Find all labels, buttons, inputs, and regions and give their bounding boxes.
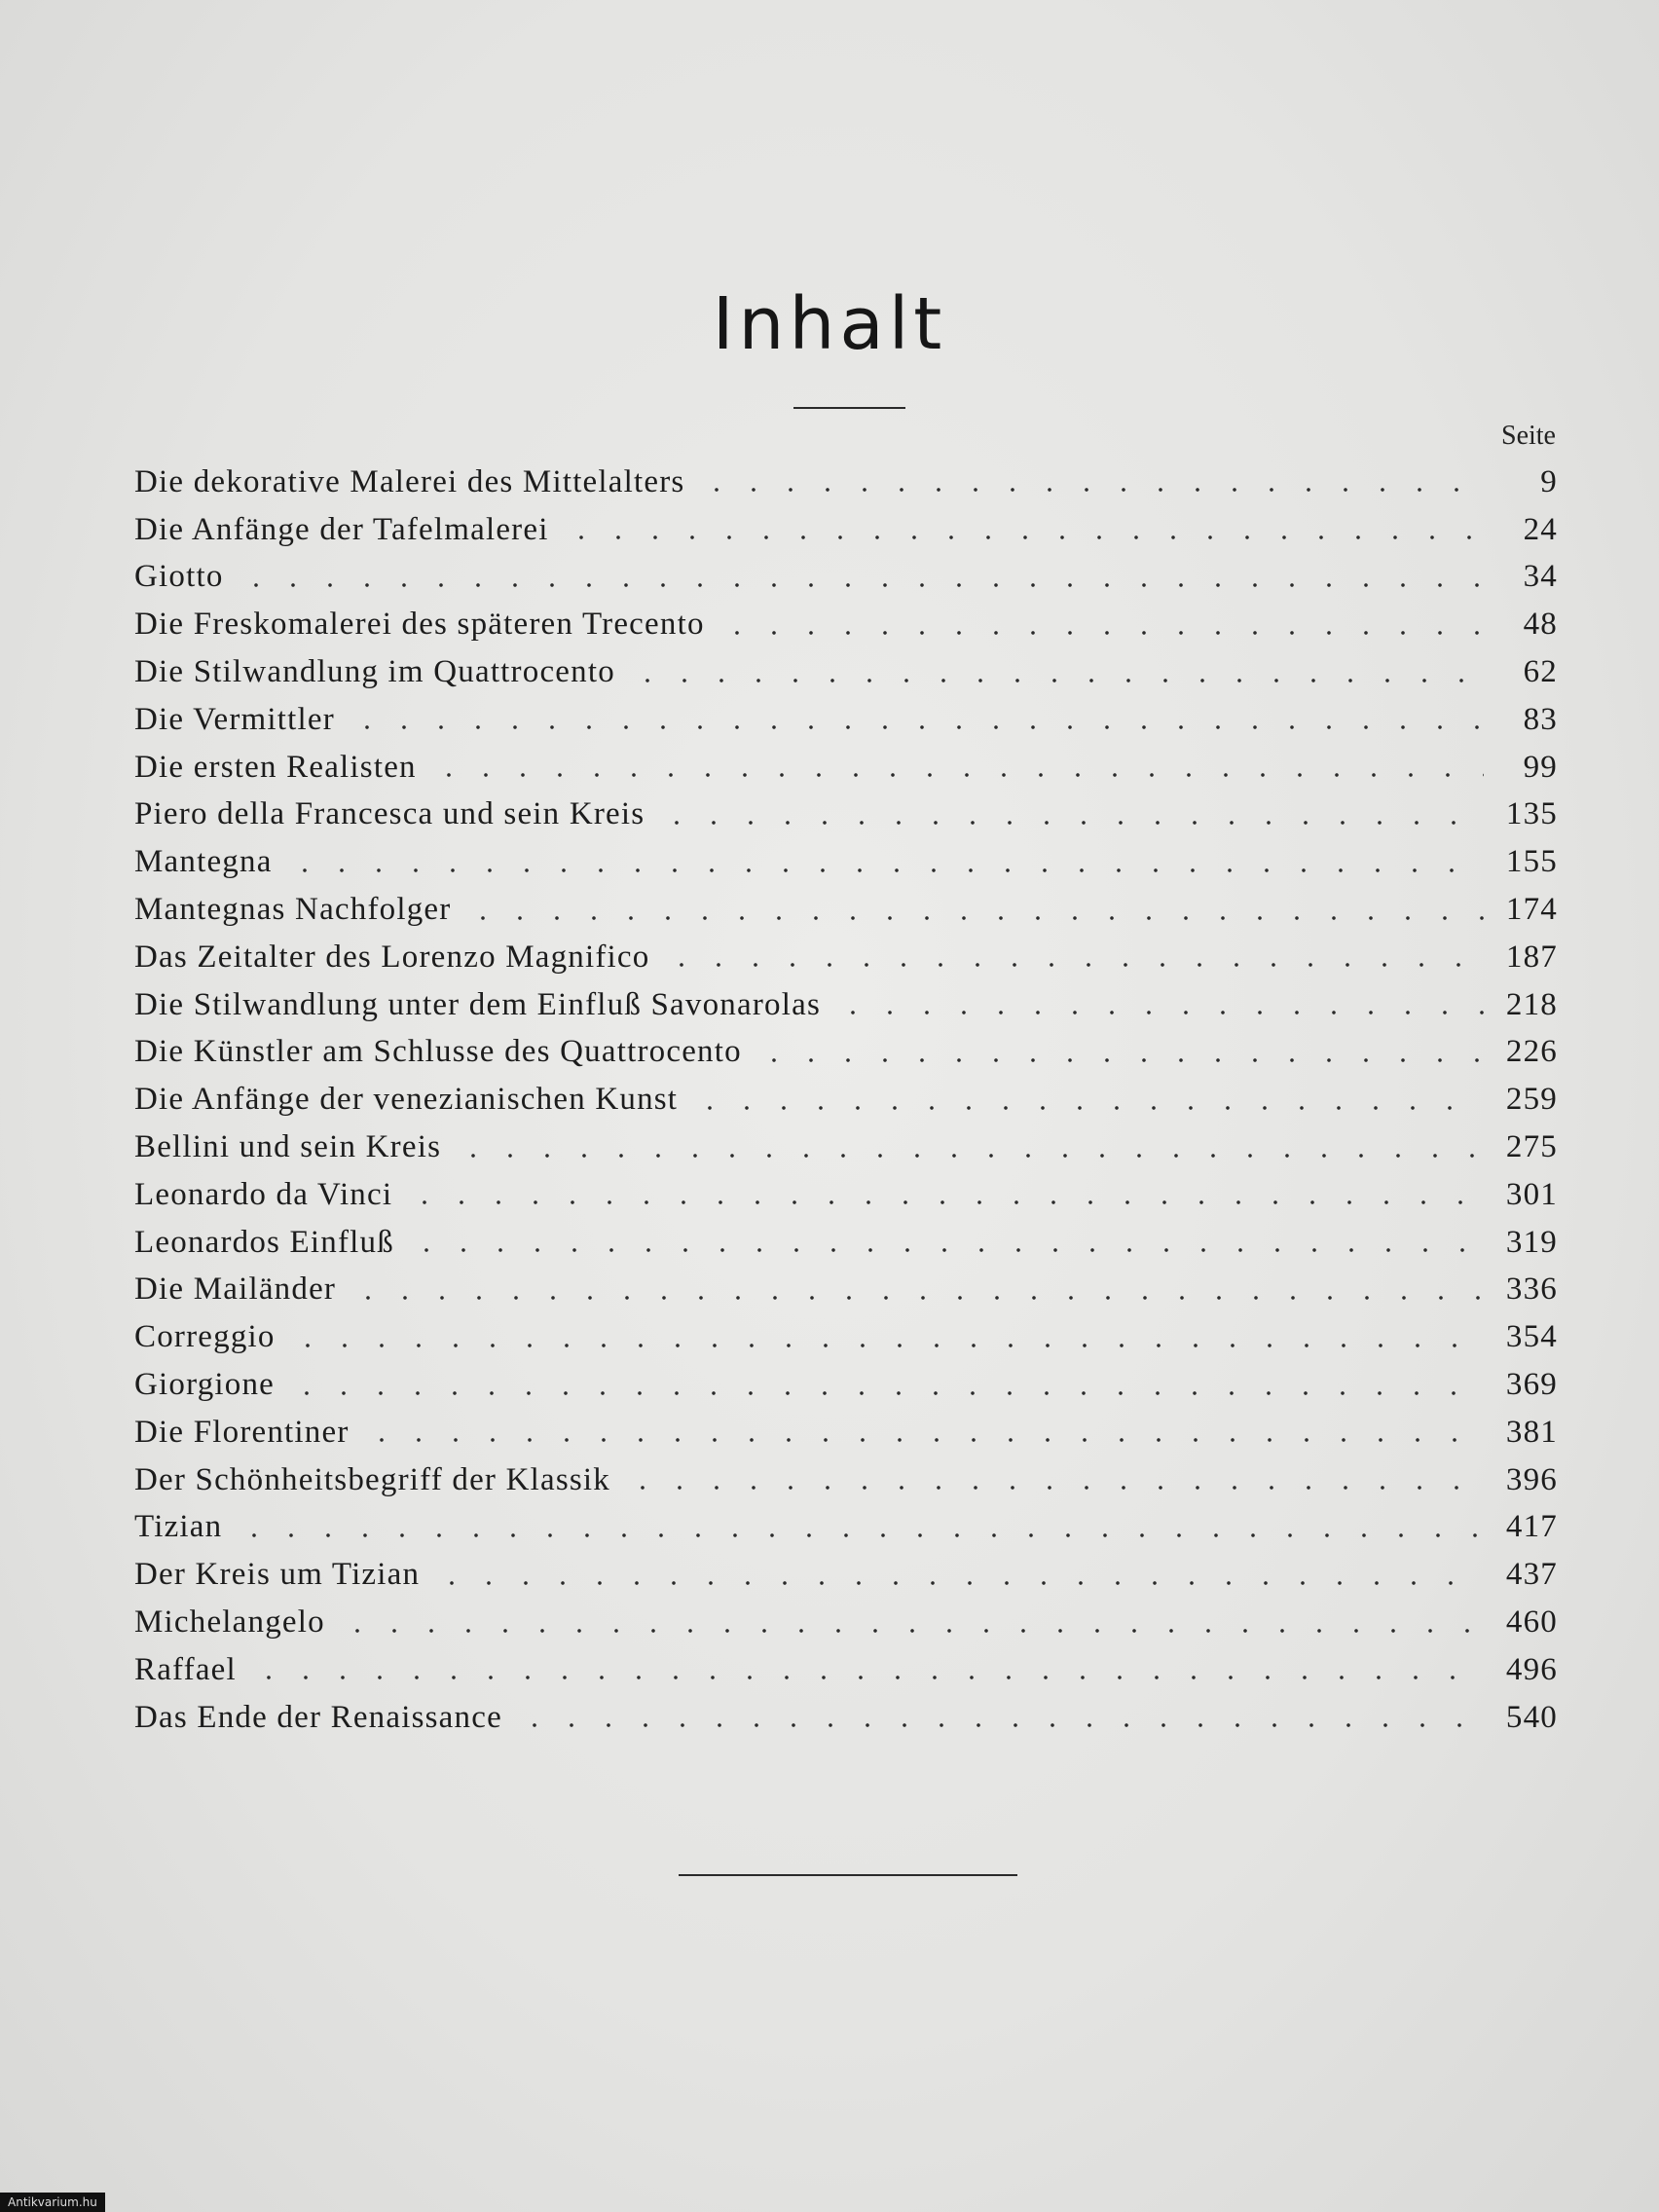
page-column-header: Seite: [1501, 421, 1556, 451]
toc-entry-title: Die Freskomalerei des späteren Trecento: [134, 607, 705, 643]
toc-entry: [134, 934, 1558, 981]
toc-entry: [134, 1361, 1558, 1409]
toc-entry-page: 187: [1505, 939, 1558, 975]
toc-entry-page: 9: [1540, 463, 1558, 499]
dot-leader: [406, 1171, 1484, 1218]
dot-leader: [834, 981, 1484, 1028]
toc-entry: [134, 1076, 1558, 1124]
toc-entry-page: 319: [1505, 1224, 1558, 1260]
toc-entry: [134, 1029, 1558, 1077]
toc-entry: [134, 1313, 1558, 1361]
toc-entry: [134, 792, 1558, 839]
toc-entry: [134, 459, 1558, 506]
toc-entry: [134, 1599, 1558, 1646]
dot-leader: [408, 1219, 1484, 1266]
toc-entry-page: 396: [1505, 1461, 1558, 1497]
toc-entry: [134, 1124, 1558, 1171]
toc-entry-page: 259: [1505, 1082, 1558, 1118]
toc-entry: [134, 1456, 1558, 1504]
toc-entry-title: Correggio: [134, 1319, 276, 1355]
dot-leader: [455, 1124, 1484, 1171]
toc-entry-page: 24: [1523, 511, 1558, 547]
toc-entry: [134, 744, 1558, 792]
dot-leader: [719, 602, 1484, 648]
toc-entry-title: Das Zeitalter des Lorenzo Magnifico: [134, 939, 650, 975]
toc-entry-page: 62: [1523, 654, 1558, 690]
toc-entry-title: Giotto: [134, 559, 224, 595]
toc-entry-page: 460: [1505, 1604, 1558, 1641]
toc-entry-title: Raffael: [134, 1651, 237, 1687]
toc-entry-title: Das Ende der Renaissance: [134, 1699, 502, 1735]
title-divider: [793, 407, 905, 409]
toc-entry: [134, 1409, 1558, 1456]
dot-leader: [663, 934, 1484, 980]
toc-entry-page: 354: [1505, 1319, 1558, 1355]
dot-leader: [363, 1409, 1484, 1456]
toc-entry-title: Die Künstler am Schlusse des Quattrocento: [134, 1034, 742, 1070]
dot-leader: [236, 1504, 1484, 1551]
toc-entry: [134, 601, 1558, 648]
dot-leader: [339, 1600, 1484, 1646]
toc-entry-page: 83: [1523, 701, 1558, 737]
toc-entry-page: 226: [1505, 1034, 1558, 1070]
toc-entry-page: 540: [1505, 1699, 1558, 1735]
table-of-contents: [134, 459, 1558, 1742]
toc-entry: [134, 506, 1558, 554]
toc-entry-title: Die ersten Realisten: [134, 749, 417, 785]
dot-leader: [658, 792, 1484, 838]
dot-leader: [433, 1552, 1484, 1599]
dot-leader: [698, 459, 1484, 505]
toc-entry-title: Piero della Francesca und sein Kreis: [134, 796, 645, 832]
toc-entry: [134, 1171, 1558, 1219]
dot-leader: [289, 1314, 1484, 1361]
toc-entry-page: 48: [1523, 607, 1558, 643]
dot-leader: [464, 887, 1484, 934]
dot-leader: [756, 1029, 1484, 1076]
toc-entry-title: Die Anfänge der venezianischen Kunst: [134, 1082, 679, 1118]
toc-entry: [134, 1267, 1558, 1314]
toc-entry-page: 369: [1505, 1367, 1558, 1403]
toc-entry: [134, 554, 1558, 602]
toc-entry: [134, 1504, 1558, 1552]
toc-entry-title: Bellini und sein Kreis: [134, 1129, 442, 1165]
toc-entry-page: 135: [1505, 796, 1558, 832]
dot-leader: [516, 1694, 1484, 1741]
dot-leader: [349, 696, 1484, 743]
toc-entry-title: Michelangelo: [134, 1604, 325, 1641]
dot-leader: [563, 506, 1484, 553]
toc-entry-title: Mantegna: [134, 844, 273, 880]
dot-leader: [238, 554, 1484, 601]
toc-entry-title: Tizian: [134, 1509, 223, 1545]
toc-entry-page: 155: [1505, 844, 1558, 880]
toc-entry-title: Leonardos Einfluß: [134, 1224, 394, 1260]
dot-leader: [691, 1077, 1484, 1124]
toc-entry-title: Die dekorative Malerei des Mittelalters: [134, 463, 685, 499]
dot-leader: [624, 1456, 1484, 1503]
toc-entry-page: 275: [1505, 1129, 1558, 1165]
toc-entry: [134, 696, 1558, 744]
toc-entry-page: 301: [1505, 1176, 1558, 1212]
dot-leader: [430, 744, 1484, 791]
dot-leader: [350, 1267, 1484, 1313]
toc-entry: [134, 1219, 1558, 1267]
toc-entry-page: 336: [1505, 1272, 1558, 1308]
toc-entry-title: Die Florentiner: [134, 1414, 350, 1450]
toc-entry-page: 218: [1505, 986, 1558, 1022]
toc-entry: [134, 1646, 1558, 1694]
dot-leader: [286, 839, 1484, 886]
toc-entry-title: Leonardo da Vinci: [134, 1176, 393, 1212]
toc-entry-page: 417: [1505, 1509, 1558, 1545]
watermark: Antikvarium.hu: [0, 2193, 105, 2212]
toc-entry-title: Die Stilwandlung im Quattrocento: [134, 654, 615, 690]
toc-entry-title: Der Schönheitsbegriff der Klassik: [134, 1461, 610, 1497]
dot-leader: [288, 1362, 1484, 1409]
toc-entry: [134, 838, 1558, 886]
toc-entry-page: 437: [1505, 1557, 1558, 1593]
toc-entry: [134, 886, 1558, 934]
toc-entry-title: Die Stilwandlung unter dem Einfluß Savonarolas: [134, 986, 822, 1022]
bottom-divider: [679, 1874, 1017, 1876]
toc-entry: [134, 648, 1558, 696]
toc-entry-page: 99: [1523, 749, 1558, 785]
toc-entry-title: Die Mailänder: [134, 1272, 337, 1308]
toc-entry-page: 496: [1505, 1651, 1558, 1687]
page-title: Inhalt: [712, 282, 947, 366]
toc-entry: [134, 1694, 1558, 1742]
toc-entry-title: Der Kreis um Tizian: [134, 1557, 421, 1593]
toc-entry-title: Mantegnas Nachfolger: [134, 892, 452, 928]
toc-entry: [134, 981, 1558, 1029]
toc-entry: [134, 1551, 1558, 1599]
dot-leader: [250, 1646, 1484, 1693]
dot-leader: [629, 649, 1484, 696]
toc-entry-page: 174: [1505, 892, 1558, 928]
toc-entry-page: 381: [1505, 1414, 1558, 1450]
toc-entry-title: Die Vermittler: [134, 701, 335, 737]
toc-entry-title: Die Anfänge der Tafelmalerei: [134, 511, 549, 547]
toc-entry-page: 34: [1523, 559, 1558, 595]
toc-entry-title: Giorgione: [134, 1367, 276, 1403]
